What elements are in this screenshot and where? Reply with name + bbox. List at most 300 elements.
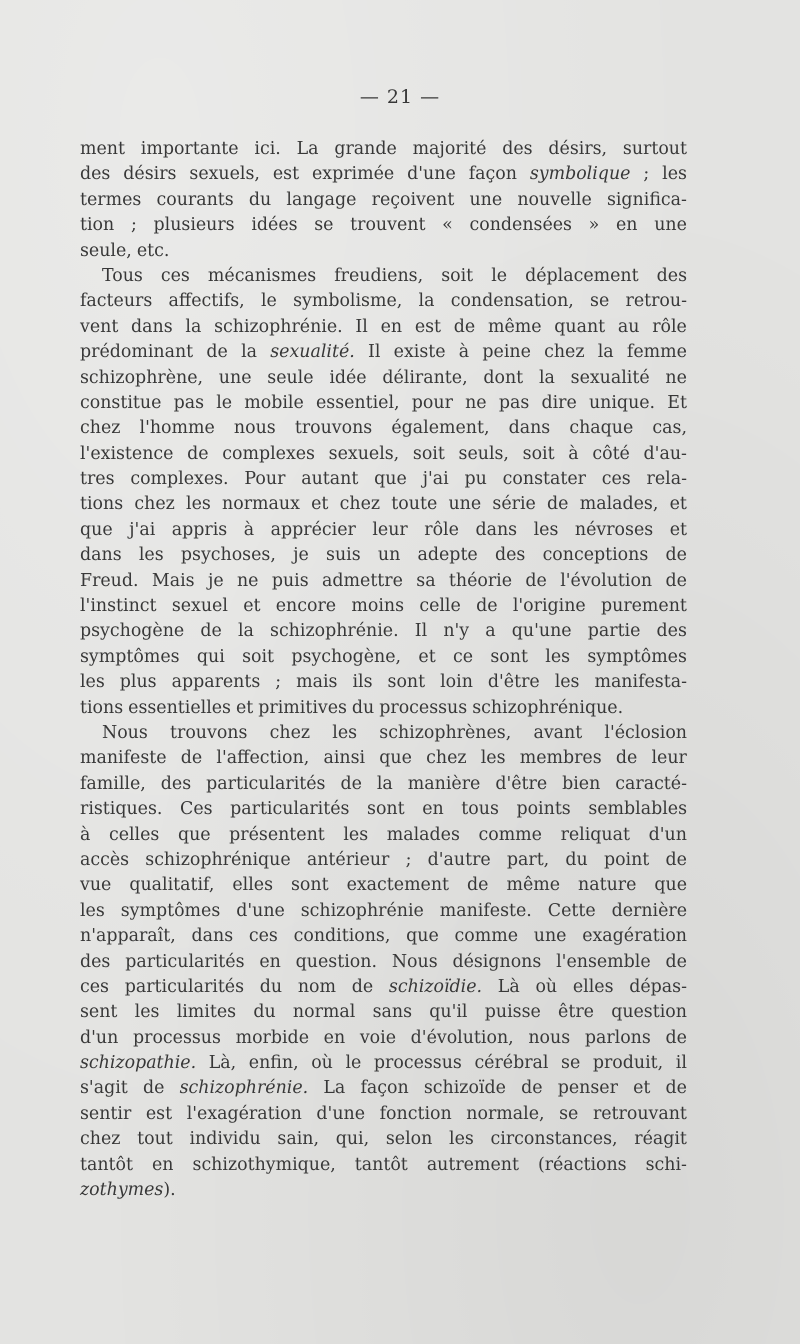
word: de xyxy=(665,570,687,591)
word: schi- xyxy=(645,1154,687,1175)
word: les xyxy=(343,824,369,845)
word: zothymes). xyxy=(80,1180,176,1201)
word: l'affection, xyxy=(216,748,310,769)
word: vue xyxy=(80,875,112,896)
text-line xyxy=(80,442,687,467)
word: de xyxy=(665,849,687,870)
word: constitue xyxy=(80,392,162,413)
word: Il xyxy=(414,621,428,642)
word: exprimée xyxy=(312,164,395,185)
word: sexuels, xyxy=(328,443,400,464)
word: fonction xyxy=(379,1103,452,1124)
word: penser xyxy=(557,1078,618,1099)
word: termes xyxy=(80,189,142,210)
word: facteurs xyxy=(80,291,153,312)
text-line xyxy=(80,1000,687,1025)
word: un xyxy=(377,545,401,566)
word: en xyxy=(259,951,281,972)
word: seule xyxy=(267,367,314,388)
text-line xyxy=(80,239,687,264)
word: chez xyxy=(426,748,467,769)
word: particularités xyxy=(125,951,245,972)
word: sexualité xyxy=(570,367,650,388)
word: Pour xyxy=(244,469,286,490)
word: tous xyxy=(461,799,499,820)
word: cérébral xyxy=(474,1053,549,1074)
word: mobile xyxy=(244,392,304,413)
text-line xyxy=(80,950,687,975)
word: processus xyxy=(373,1053,462,1074)
word: sentir xyxy=(80,1103,132,1124)
word: le xyxy=(260,291,277,312)
word: membres xyxy=(519,748,602,769)
word: les xyxy=(545,646,571,667)
word: ces xyxy=(248,926,278,947)
word: question xyxy=(611,1002,687,1023)
word: idées xyxy=(251,215,298,236)
word: nom xyxy=(297,976,337,997)
word: de xyxy=(142,1078,165,1099)
text-line xyxy=(80,1153,687,1178)
word: ne xyxy=(465,392,487,413)
text-line xyxy=(80,340,687,365)
word: cas, xyxy=(652,418,687,439)
word: série xyxy=(492,494,536,515)
word: schizoïdie. xyxy=(388,976,483,997)
word: sexualité. xyxy=(270,342,355,363)
body-text xyxy=(80,137,687,1203)
text-line xyxy=(80,264,687,289)
word: freudiens, xyxy=(334,265,424,286)
word: il xyxy=(675,1053,687,1074)
word: d'un xyxy=(648,824,687,845)
word: à xyxy=(568,443,579,464)
word: grande xyxy=(334,139,397,159)
word: façon xyxy=(468,164,517,185)
word: antérieur xyxy=(306,849,390,870)
word: purement xyxy=(600,596,687,617)
word: de xyxy=(665,545,687,566)
word: qui, xyxy=(335,1129,370,1150)
text-line xyxy=(80,1076,687,1101)
word: retrouvant xyxy=(592,1103,687,1124)
word: d'un xyxy=(80,1027,119,1048)
word: vent xyxy=(80,316,119,337)
word: où xyxy=(311,1053,333,1074)
word: chez xyxy=(339,494,381,515)
word: où xyxy=(535,976,558,997)
word: que xyxy=(177,824,211,845)
text-line xyxy=(80,670,687,695)
word: normale, xyxy=(466,1103,545,1124)
word: qualitatif, xyxy=(129,875,215,896)
word: je xyxy=(293,545,309,566)
word: famille, xyxy=(80,773,146,794)
word: schizophrénie. xyxy=(214,316,343,337)
word: je xyxy=(207,570,224,591)
word: la xyxy=(237,621,254,642)
word: surtout xyxy=(622,139,687,159)
word: chez xyxy=(269,722,311,743)
word: même xyxy=(487,316,542,337)
word: symptômes xyxy=(587,646,687,667)
word: désirs, xyxy=(548,139,608,159)
word: rôle xyxy=(652,316,687,337)
word: une xyxy=(218,367,252,388)
word: l'évolution xyxy=(560,570,653,591)
word: se xyxy=(314,215,334,236)
word: etc. xyxy=(136,240,170,261)
word: rôle xyxy=(424,519,459,540)
word: schizoïde xyxy=(423,1078,506,1099)
word: La xyxy=(323,1078,346,1099)
word: j'ai xyxy=(422,469,449,490)
word: l'éclosion xyxy=(604,722,687,743)
word: que xyxy=(654,875,687,896)
word: dans xyxy=(508,418,551,439)
word: l'origine xyxy=(512,596,586,617)
text-line xyxy=(80,213,687,238)
word: existe xyxy=(393,342,446,363)
word: selon xyxy=(385,1129,433,1150)
word: schizophrénie xyxy=(300,900,424,921)
word: d'au- xyxy=(643,443,687,464)
word: ces xyxy=(80,976,109,997)
text-line xyxy=(80,1026,687,1051)
word: et xyxy=(235,697,254,718)
word: des xyxy=(80,164,111,185)
word: appris xyxy=(171,519,228,540)
word: psychoses, xyxy=(180,545,276,566)
page-number: — 21 — xyxy=(359,86,441,108)
word: bien xyxy=(562,773,601,794)
word: de xyxy=(467,875,489,896)
word: des xyxy=(656,621,687,642)
word: j'ai xyxy=(129,519,156,540)
word: schizophrénique xyxy=(145,849,291,870)
word: Mais xyxy=(151,570,195,591)
word: le xyxy=(216,392,233,413)
text-line xyxy=(80,746,687,771)
word: tres xyxy=(80,469,115,490)
text-line xyxy=(80,873,687,898)
word: suis xyxy=(326,545,361,566)
word: l'ensemble xyxy=(556,951,651,972)
word: ; xyxy=(643,164,650,185)
word: affectifs, xyxy=(168,291,245,312)
word: la xyxy=(185,316,202,337)
word: reçoivent xyxy=(371,189,455,210)
word: ; xyxy=(275,672,282,693)
word: processus xyxy=(379,697,468,718)
word: sont xyxy=(367,799,405,820)
word: importante xyxy=(140,139,239,159)
word: elles xyxy=(232,875,274,896)
word: d'une xyxy=(316,1103,366,1124)
text-line xyxy=(80,899,687,924)
word: qu'une xyxy=(511,621,572,642)
text-line xyxy=(80,645,687,670)
word: nous xyxy=(233,418,276,439)
word: plusieurs xyxy=(153,215,235,236)
word: enfin, xyxy=(248,1053,299,1074)
word: de xyxy=(665,951,687,972)
word: particularités xyxy=(230,799,350,820)
word: rela- xyxy=(646,469,687,490)
word: part, xyxy=(506,849,550,870)
word: loin xyxy=(440,672,473,693)
text-line xyxy=(80,1102,687,1127)
word: les xyxy=(138,545,164,566)
word: schizophrènes, xyxy=(379,722,512,743)
word: d'une xyxy=(407,164,456,185)
word: processus xyxy=(133,1027,221,1048)
word: et xyxy=(669,494,687,515)
word: de xyxy=(200,621,222,642)
word: les xyxy=(449,1129,474,1150)
word: du xyxy=(248,189,272,210)
text-line xyxy=(80,467,687,492)
word: exactement xyxy=(346,875,450,896)
word: admettre xyxy=(322,570,403,591)
word: et xyxy=(669,519,687,540)
word: soit xyxy=(412,443,445,464)
word: manifesta- xyxy=(594,672,687,693)
text-line xyxy=(80,1051,687,1076)
word: symbolique xyxy=(529,164,631,185)
word: Il xyxy=(355,316,368,337)
word: également, xyxy=(391,418,490,439)
word: chaque xyxy=(569,418,634,439)
word: la xyxy=(418,291,435,312)
text-line xyxy=(80,924,687,949)
word: quant xyxy=(554,316,606,337)
word: d'évolution, xyxy=(410,1027,514,1048)
word: « xyxy=(442,215,453,236)
word: leur xyxy=(651,748,687,769)
word: même xyxy=(506,875,561,896)
word: voie xyxy=(359,1027,396,1048)
word: trouvons xyxy=(294,418,373,439)
word: malades xyxy=(386,824,460,845)
word: autant xyxy=(301,469,359,490)
word: dans xyxy=(131,316,173,337)
word: ment xyxy=(80,139,125,159)
word: et xyxy=(311,494,329,515)
word: de xyxy=(615,748,638,769)
word: les xyxy=(80,900,105,921)
word: Nous xyxy=(391,951,438,972)
word: des xyxy=(80,951,111,972)
word: symptômes xyxy=(120,900,221,921)
word: conceptions xyxy=(542,545,649,566)
word: leur xyxy=(372,519,408,540)
word: celle xyxy=(419,596,461,617)
word: l'homme xyxy=(139,418,215,439)
word: les xyxy=(186,494,211,515)
word: toute xyxy=(391,494,438,515)
word: Cette xyxy=(547,900,596,921)
word: en xyxy=(323,1027,346,1048)
word: Nous xyxy=(102,722,148,743)
word: n'apparaît, xyxy=(80,926,176,947)
text-line xyxy=(80,721,687,746)
word: Là, xyxy=(208,1053,237,1074)
text-line xyxy=(80,162,687,187)
word: le xyxy=(491,265,508,286)
word: Tous xyxy=(102,265,143,286)
word: tout xyxy=(137,1129,173,1150)
word: Il xyxy=(368,342,381,363)
word: de xyxy=(547,494,569,515)
word: dans xyxy=(191,926,234,947)
word: d'une xyxy=(236,900,285,921)
word: ; xyxy=(405,849,412,870)
word: déplacement xyxy=(525,265,639,286)
word: apparents xyxy=(171,672,261,693)
word: psychogène xyxy=(80,621,185,642)
word: ils xyxy=(352,672,373,693)
word: ainsi xyxy=(323,748,366,769)
word: que xyxy=(379,748,412,769)
word: ici. xyxy=(254,139,281,159)
word: de xyxy=(665,1078,687,1099)
word: femme xyxy=(626,342,687,363)
text-line xyxy=(80,137,687,162)
word: nature xyxy=(578,875,637,896)
word: ces xyxy=(160,265,190,286)
word: à xyxy=(80,824,91,845)
word: condensées xyxy=(469,215,572,236)
word: du xyxy=(351,697,375,718)
word: de xyxy=(521,1078,543,1099)
word: pour xyxy=(411,392,453,413)
word: sont xyxy=(291,875,329,896)
word: partie xyxy=(587,621,641,642)
word: ces xyxy=(601,469,631,490)
text-line xyxy=(80,696,687,721)
word: à xyxy=(458,342,470,363)
word: se xyxy=(590,291,610,312)
word: de xyxy=(453,316,476,337)
word: celles xyxy=(108,824,160,845)
word: symbolisme, xyxy=(293,291,403,312)
word: caracté- xyxy=(615,773,687,794)
word: sain, xyxy=(277,1129,319,1150)
word: désignons xyxy=(452,951,542,972)
word: schizothymique, xyxy=(192,1154,336,1175)
word: les xyxy=(554,672,580,693)
word: plus xyxy=(119,672,157,693)
word: que xyxy=(374,469,407,490)
word: unique. xyxy=(588,392,656,413)
text-line xyxy=(80,848,687,873)
word: trouvons xyxy=(170,722,248,743)
word: névroses xyxy=(574,519,654,540)
word: de xyxy=(180,748,203,769)
word: réagit xyxy=(634,1129,687,1150)
word: peine xyxy=(482,342,531,363)
word: une xyxy=(654,215,687,236)
word: présentent xyxy=(229,824,325,845)
text-line xyxy=(80,518,687,543)
word: des xyxy=(502,139,533,159)
word: n'y xyxy=(443,621,470,642)
word: que xyxy=(406,926,439,947)
word: être xyxy=(558,1002,594,1023)
word: des xyxy=(656,265,687,286)
word: Et xyxy=(667,392,687,413)
word: puisse xyxy=(484,1002,541,1023)
word: Là xyxy=(497,976,520,997)
word: puis xyxy=(271,570,309,591)
word: symptômes xyxy=(80,646,180,667)
word: exagération xyxy=(582,926,687,947)
word: est xyxy=(145,1103,173,1124)
word: condensation, xyxy=(450,291,574,312)
word: sont xyxy=(387,672,426,693)
word: seule, xyxy=(80,240,132,261)
word: la xyxy=(376,773,393,794)
word: (réactions xyxy=(537,1154,627,1175)
word: elles xyxy=(572,976,614,997)
text-line xyxy=(80,975,687,1000)
word: sexuels, xyxy=(189,164,260,185)
word: délirante, xyxy=(382,367,468,388)
word: d'être xyxy=(487,672,540,693)
word: schizopathie. xyxy=(80,1053,197,1074)
word: comme xyxy=(478,824,542,845)
word: retrou- xyxy=(625,291,687,312)
word: limites xyxy=(176,1002,237,1023)
word: essentiel, xyxy=(316,392,400,413)
word: nous xyxy=(528,1027,571,1048)
word: et xyxy=(418,646,436,667)
word: au xyxy=(617,316,640,337)
word: sans xyxy=(372,1002,412,1023)
word: façon xyxy=(360,1078,409,1099)
text-line xyxy=(80,1127,687,1152)
text-line xyxy=(80,543,687,568)
word: de xyxy=(525,570,547,591)
text-line xyxy=(80,569,687,594)
word: les xyxy=(480,748,506,769)
word: produit, xyxy=(592,1053,664,1074)
text-line xyxy=(80,772,687,797)
word: Ces xyxy=(180,799,213,820)
text-line xyxy=(80,315,687,340)
word: particularités xyxy=(124,976,245,997)
word: reliquat xyxy=(560,824,630,845)
word: et xyxy=(243,596,261,617)
word: chez xyxy=(80,418,121,439)
word: l'existence xyxy=(80,443,174,464)
word: ; xyxy=(130,215,137,236)
word: primitives xyxy=(258,697,347,718)
word: les xyxy=(662,164,687,185)
word: côté xyxy=(592,443,630,464)
word: langage xyxy=(286,189,357,210)
word: les xyxy=(80,672,105,693)
word: prédominant xyxy=(80,342,194,363)
word: adepte xyxy=(417,545,478,566)
word: ne xyxy=(236,570,259,591)
word: complexes xyxy=(222,443,315,464)
word: en xyxy=(616,215,638,236)
word: les xyxy=(332,722,358,743)
word: point xyxy=(603,849,650,870)
word: individu xyxy=(189,1129,261,1150)
